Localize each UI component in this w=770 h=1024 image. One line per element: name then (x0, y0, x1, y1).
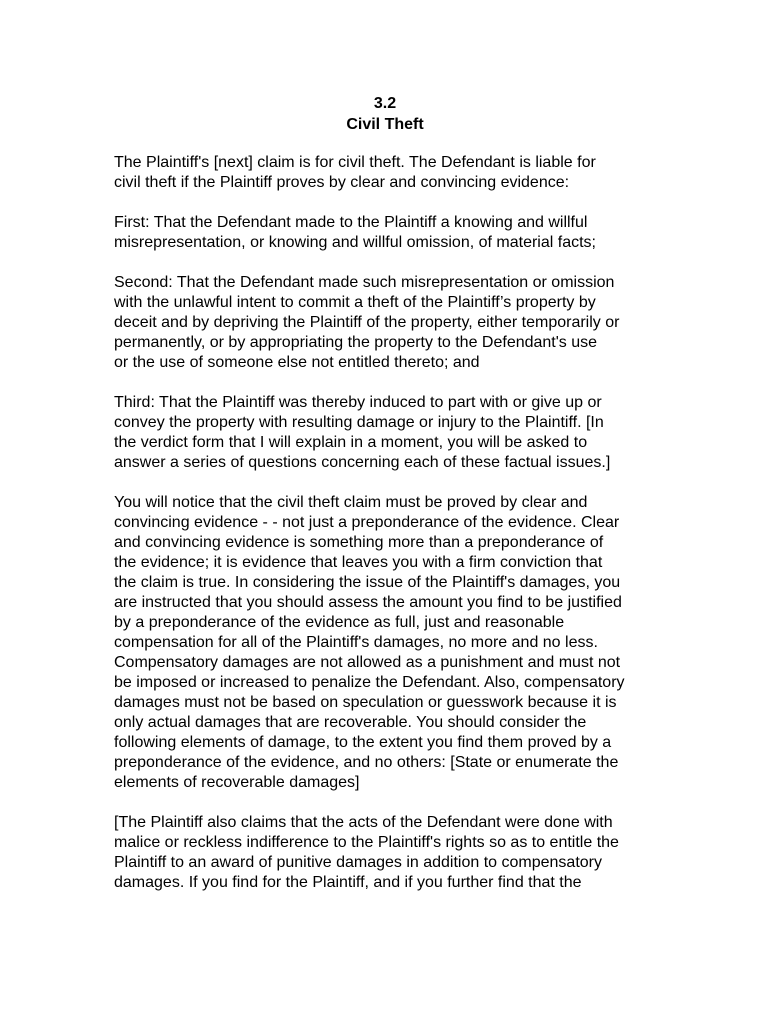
text-line: Third: That the Plaintiff was thereby induced to part with or give up or (114, 394, 602, 411)
text-line: convincing evidence - - not just a preponderance of the evidence. Clear (114, 514, 620, 531)
text-line: compensation for all of the Plaintiff's damages, no more and no less. (114, 634, 598, 651)
text-line: permanently, or by appropriating the property to the Defendant's use (114, 334, 598, 351)
text-line: misrepresentation, or knowing and willful omission, of material facts; (114, 234, 596, 251)
paragraph (114, 273, 674, 373)
text-line: the evidence; it is evidence that leaves you with a firm conviction that (114, 554, 603, 571)
text-line: You will notice that the civil theft claim must be proved by clear and (114, 494, 588, 511)
text-line: only actual damages that are recoverable. You should consider the (114, 714, 587, 731)
text-line: be imposed or increased to penalize the Defendant. Also, compensatory (114, 674, 625, 691)
text-line: Compensatory damages are not allowed as a punishment and must not (114, 654, 621, 671)
paragraph (114, 153, 674, 193)
text-line: the claim is true. In considering the issue of the Plaintiff's damages, you (114, 574, 621, 591)
text-line: deceit and by depriving the Plaintiff of the property, either temporarily or (114, 314, 620, 331)
section-title: Civil Theft (346, 116, 424, 133)
paragraph (114, 493, 674, 793)
text-line: The Plaintiff's [next] claim is for civil theft. The Defendant is liable for (114, 154, 596, 171)
text-line: elements of recoverable damages] (114, 774, 360, 791)
section-heading (0, 93, 770, 135)
paragraph (114, 213, 674, 253)
text-line: the verdict form that I will explain in a moment, you will be asked to (114, 434, 588, 451)
text-line: malice or reckless indifference to the Plaintiff's rights so as to entitle the (114, 834, 619, 851)
text-line: with the unlawful intent to commit a theft of the Plaintiff’s property by (114, 294, 596, 311)
text-line: First: That the Defendant made to the Plaintiff a knowing and willful (114, 214, 588, 231)
paragraph (114, 393, 674, 473)
text-line: damages must not be based on speculation or guesswork because it is (114, 694, 617, 711)
text-line: by a preponderance of the evidence as full, just and reasonable (114, 614, 565, 631)
text-line: or the use of someone else not entitled thereto; and (114, 354, 480, 371)
text-line: convey the property with resulting damage or injury to the Plaintiff. [In (114, 414, 604, 431)
text-line: following elements of damage, to the extent you find them proved by a (114, 734, 612, 751)
text-line: damages. If you find for the Plaintiff, and if you further find that the (114, 874, 582, 891)
paragraph (114, 813, 674, 893)
text-line: and convincing evidence is something more than a preponderance of (114, 534, 604, 551)
section-number: 3.2 (373, 95, 397, 112)
text-line: preponderance of the evidence, and no others: [State or enumerate the (114, 754, 619, 771)
text-line: Second: That the Defendant made such misrepresentation or omission (114, 274, 615, 291)
text-line: civil theft if the Plaintiff proves by clear and convincing evidence: (114, 174, 570, 191)
text-line: are instructed that you should assess the amount you find to be justified (114, 594, 622, 611)
text-line: answer a series of questions concerning each of these factual issues.] (114, 454, 611, 471)
text-line: Plaintiff to an award of punitive damages in addition to compensatory (114, 854, 602, 871)
document-body (114, 153, 674, 913)
text-line: [The Plaintiff also claims that the acts of the Defendant were done with (114, 814, 613, 831)
